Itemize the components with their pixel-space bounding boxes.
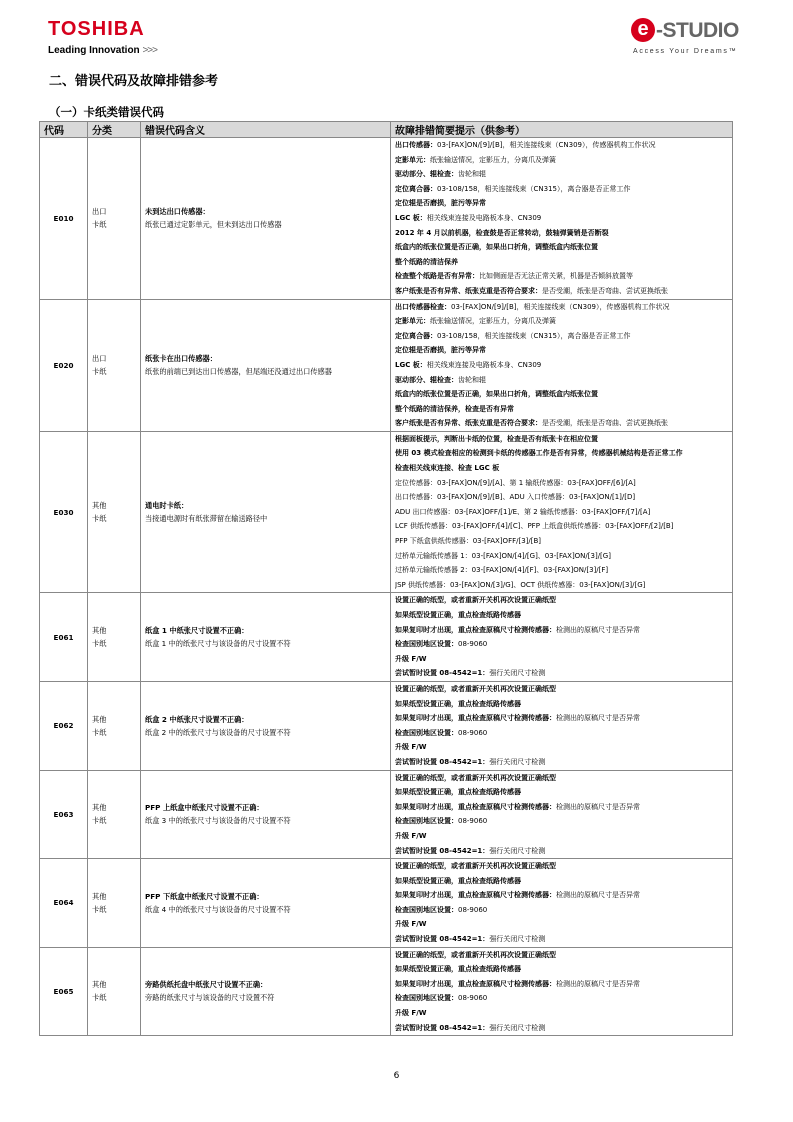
tip-bold: 如果复印时才出现，重点检查原稿尺寸检测传感器： bbox=[395, 625, 556, 634]
category-cell bbox=[88, 681, 141, 770]
error-code: E010 bbox=[40, 138, 88, 300]
tip-text: ADU 出口传感器：03-[FAX]OFF/[1]/E、第 2 输纸传感器：03-[FAX]OFF/[7]/[A] bbox=[395, 507, 651, 516]
error-code: E061 bbox=[40, 593, 88, 682]
category-line: 卡纸 bbox=[92, 816, 107, 826]
tip-bold: 尝试暂时设置 08-4542=1： bbox=[395, 935, 490, 944]
tip-line bbox=[395, 461, 728, 476]
meaning-desc: 旁路的纸张尺寸与该设备的尺寸设置不符 bbox=[145, 993, 275, 1003]
tip-bold: 驱动部分、辊检查： bbox=[395, 375, 458, 384]
error-code-table bbox=[39, 121, 733, 1036]
page-header bbox=[0, 0, 793, 70]
estudio-slogan: Access Your Dreams™ bbox=[633, 48, 738, 55]
meaning-cell bbox=[141, 431, 391, 593]
tip-text: 相关线束连接及电路板本身、CN309 bbox=[426, 213, 542, 222]
category-cell bbox=[88, 770, 141, 859]
tip-text: 强行关闭尺寸检测 bbox=[489, 935, 546, 944]
tip-line bbox=[395, 549, 728, 564]
tips-cell bbox=[391, 859, 733, 948]
category-line: 卡纸 bbox=[92, 367, 107, 377]
column-header: 分类 bbox=[88, 122, 141, 138]
tip-bold: 尝试暂时设置 08-4542=1： bbox=[395, 846, 490, 855]
meaning-title: 纸盒 1 中纸张尺寸设置不正确： bbox=[145, 626, 249, 636]
category-cell bbox=[88, 138, 141, 300]
tip-line bbox=[395, 771, 728, 786]
tip-text: PFP 下纸盒供纸传感器：03-[FAX]OFF/[3]/[B] bbox=[395, 537, 542, 546]
meaning-title: 通电时卡纸： bbox=[145, 501, 189, 511]
tip-line bbox=[395, 829, 728, 844]
tip-bold: LGC 板： bbox=[395, 213, 427, 222]
category-line: 其他 bbox=[92, 501, 107, 511]
tip-text: 齿轮和辊 bbox=[458, 375, 486, 384]
tip-line bbox=[395, 240, 728, 255]
meaning-cell bbox=[141, 138, 391, 300]
tip-line bbox=[395, 519, 728, 534]
tip-line bbox=[395, 476, 728, 491]
table-row bbox=[40, 770, 733, 859]
tip-line bbox=[395, 138, 728, 153]
tip-line bbox=[395, 740, 728, 755]
tip-text: 检测出的原稿尺寸是否异常 bbox=[556, 714, 640, 723]
tip-line bbox=[395, 977, 728, 992]
tip-line bbox=[395, 534, 728, 549]
tip-line bbox=[395, 563, 728, 578]
tip-line bbox=[395, 343, 728, 358]
tip-line bbox=[395, 903, 728, 918]
tip-text: 08-9060 bbox=[458, 817, 488, 826]
tip-bold: 客户纸张是否有异常、纸张克重是否符合要求： bbox=[395, 419, 542, 428]
category-line: 卡纸 bbox=[92, 727, 107, 737]
category-line: 出口 bbox=[92, 354, 107, 364]
tip-text: 强行关闭尺寸检测 bbox=[489, 1023, 546, 1032]
table-row bbox=[40, 299, 733, 431]
page-number: 6 bbox=[393, 1071, 400, 1081]
tip-line bbox=[395, 888, 728, 903]
meaning-desc: 纸张已通过定影单元，但未到达出口传感器 bbox=[145, 220, 282, 230]
tip-bold: 整个纸路的清洁保养 bbox=[395, 257, 458, 266]
tip-text: 检测出的原稿尺寸是否异常 bbox=[556, 802, 640, 811]
tip-bold: 尝试暂时设置 08-4542=1： bbox=[395, 1023, 490, 1032]
tip-text: 检测出的原稿尺寸是否异常 bbox=[556, 979, 640, 988]
tip-bold: 升级 F/W bbox=[395, 743, 427, 752]
meaning-title: 纸张卡在出口传感器： bbox=[145, 354, 217, 364]
column-header: 错误代码含义 bbox=[141, 122, 391, 138]
table-row bbox=[40, 947, 733, 1036]
category-line: 其他 bbox=[92, 980, 107, 990]
tip-bold: 根据面板提示，判断出卡纸的位置，检查是否有纸张卡在相应位置 bbox=[395, 434, 598, 443]
tip-line bbox=[395, 373, 728, 388]
meaning-title: 纸盒 2 中纸张尺寸设置不正确： bbox=[145, 714, 249, 724]
error-code: E020 bbox=[40, 299, 88, 431]
error-code: E063 bbox=[40, 770, 88, 859]
error-code: E062 bbox=[40, 681, 88, 770]
tip-line bbox=[395, 666, 728, 681]
tip-bold: 检查国别地区设置： bbox=[395, 994, 458, 1003]
tip-line bbox=[395, 682, 728, 697]
tip-bold: 升级 F/W bbox=[395, 920, 427, 929]
tip-line bbox=[395, 874, 728, 889]
tip-bold: 检查国别地区设置： bbox=[395, 640, 458, 649]
column-header: 代码 bbox=[40, 122, 88, 138]
table-row bbox=[40, 681, 733, 770]
tip-line bbox=[395, 226, 728, 241]
tip-line bbox=[395, 196, 728, 211]
tip-line bbox=[395, 402, 728, 417]
category-cell bbox=[88, 947, 141, 1036]
tip-text: 03-108/158，相关连接线束（CN315），离合器是否正常工作 bbox=[437, 331, 631, 340]
tip-line bbox=[395, 284, 728, 299]
meaning-desc: 当接通电源时有纸张滞留在输送路径中 bbox=[145, 514, 268, 524]
tip-bold: 检查国别地区设置： bbox=[395, 817, 458, 826]
meaning-desc: 纸张的前端已到达出口传感器，但尾端还没通过出口传感器 bbox=[145, 367, 332, 377]
tip-text: 比如侧面是否无法正常关紧，机器是否倾斜放置等 bbox=[479, 272, 633, 281]
category-line: 其他 bbox=[92, 803, 107, 813]
table-row bbox=[40, 593, 733, 682]
tip-line bbox=[395, 446, 728, 461]
tip-text: 相关线束连接及电路板本身、CN309 bbox=[426, 360, 542, 369]
tip-bold: 设置正确的纸型，或者重新开关机再次设置正确纸型 bbox=[395, 950, 556, 959]
meaning-desc: 纸盒 1 中的纸张尺寸与该设备的尺寸设置不符 bbox=[145, 639, 291, 649]
tip-text: 过桥单元输纸传感器 1：03-[FAX]ON/[4]/[G]、03-[FAX]ON/[3]/[G] bbox=[395, 551, 611, 560]
category-cell bbox=[88, 431, 141, 593]
tip-bold: 定位辊是否磨损，脏污等异常 bbox=[395, 346, 486, 355]
toshiba-logo: TOSHIBA bbox=[48, 18, 145, 40]
tip-line bbox=[395, 697, 728, 712]
tip-line bbox=[395, 608, 728, 623]
tip-bold: 如果纸型设置正确，重点检查纸路传感器 bbox=[395, 876, 521, 885]
tip-text: 检测出的原稿尺寸是否异常 bbox=[556, 625, 640, 634]
error-code: E065 bbox=[40, 947, 88, 1036]
tip-line bbox=[395, 623, 728, 638]
tip-line bbox=[395, 153, 728, 168]
tip-line bbox=[395, 726, 728, 741]
tip-bold: 定位辊是否磨损，脏污等异常 bbox=[395, 199, 486, 208]
tip-line bbox=[395, 167, 728, 182]
tip-line bbox=[395, 962, 728, 977]
tip-line bbox=[395, 917, 728, 932]
tips-cell bbox=[391, 138, 733, 300]
tip-bold: 整个纸路的清洁保养，检查是否有异常 bbox=[395, 404, 514, 413]
tip-bold: 如果复印时才出现，重点检查原稿尺寸检测传感器： bbox=[395, 714, 556, 723]
tip-bold: 升级 F/W bbox=[395, 654, 427, 663]
table-row bbox=[40, 431, 733, 593]
tip-text: 03-[FAX]ON/[9]/[B]，相关连接线束（CN309），传感器机构工作状况 bbox=[437, 141, 656, 149]
tip-line bbox=[395, 255, 728, 270]
tip-line bbox=[395, 1021, 728, 1036]
tip-bold: 驱动部分、辊检查： bbox=[395, 170, 458, 179]
error-code: E064 bbox=[40, 859, 88, 948]
tip-line bbox=[395, 211, 728, 226]
tip-line bbox=[395, 300, 728, 315]
tip-text: 强行关闭尺寸检测 bbox=[489, 846, 546, 855]
tip-bold: 纸盒内的纸张位置是否正确，如果出口折角，调整纸盒内纸张位置 bbox=[395, 390, 598, 399]
tip-bold: 检查整个纸路是否有异常： bbox=[395, 272, 479, 281]
category-line: 卡纸 bbox=[92, 904, 107, 914]
category-line: 其他 bbox=[92, 714, 107, 724]
tip-bold: 检查国别地区设置： bbox=[395, 728, 458, 737]
tip-text: 是否受潮，纸张是否弯曲、尝试更换纸张 bbox=[542, 286, 668, 295]
tip-line bbox=[395, 1006, 728, 1021]
tip-text: 强行关闭尺寸检测 bbox=[489, 669, 546, 678]
subsection-title: （一）卡纸类错误代码 bbox=[49, 105, 164, 119]
tip-bold: 出口传感器： bbox=[395, 141, 437, 149]
category-cell bbox=[88, 593, 141, 682]
tip-text: 齿轮和辊 bbox=[458, 170, 486, 179]
tip-line bbox=[395, 844, 728, 859]
category-line: 卡纸 bbox=[92, 993, 107, 1003]
tip-text: 强行关闭尺寸检测 bbox=[489, 757, 546, 766]
meaning-title: 未到达出口传感器： bbox=[145, 207, 210, 217]
tip-line bbox=[395, 358, 728, 373]
category-line: 其他 bbox=[92, 626, 107, 636]
tips-cell bbox=[391, 299, 733, 431]
tip-bold: 定影单元： bbox=[395, 155, 430, 164]
tip-line bbox=[395, 814, 728, 829]
tip-text: 08-9060 bbox=[458, 640, 488, 649]
tip-bold: 如果复印时才出现，重点检查原稿尺寸检测传感器： bbox=[395, 979, 556, 988]
category-cell bbox=[88, 859, 141, 948]
tip-bold: 如果复印时才出现，重点检查原稿尺寸检测传感器： bbox=[395, 802, 556, 811]
tip-bold: 如果纸型设置正确，重点检查纸路传感器 bbox=[395, 965, 521, 974]
tip-bold: 检查相关线束连接、检查 LGC 板 bbox=[395, 464, 500, 473]
tip-bold: 设置正确的纸型，或者重新开关机再次设置正确纸型 bbox=[395, 684, 556, 693]
meaning-title: 旁路供纸托盘中纸张尺寸设置不正确： bbox=[145, 980, 268, 990]
tip-bold: 定位离合器： bbox=[395, 184, 437, 193]
tip-line bbox=[395, 593, 728, 608]
category-line: 卡纸 bbox=[92, 514, 107, 524]
tip-text: 定位传感器：03-[FAX]ON/[9]/[A]、第 1 输纸传感器：03-[FAX]OFF/[6]/[A] bbox=[395, 478, 636, 487]
error-code: E030 bbox=[40, 431, 88, 593]
tip-text: 检测出的原稿尺寸是否异常 bbox=[556, 891, 640, 900]
tip-text: 纸张输送情况，定影压力，分离爪及弹簧 bbox=[430, 155, 556, 164]
meaning-desc: 纸盒 3 中的纸张尺寸与该设备的尺寸设置不符 bbox=[145, 816, 291, 826]
tip-bold: 设置正确的纸型，或者重新开关机再次设置正确纸型 bbox=[395, 773, 556, 782]
tip-text: 03-[FAX]ON/[9]/[B]，相关连接线束（CN309），传感器机构工作状况 bbox=[451, 302, 670, 311]
meaning-cell bbox=[141, 947, 391, 1036]
tips-cell bbox=[391, 947, 733, 1036]
tip-bold: 2012 年 4 月以前机器，检查鼓是否正常转动，鼓轴弹簧销是否断裂 bbox=[395, 228, 609, 237]
tip-text: 08-9060 bbox=[458, 905, 488, 914]
tip-line bbox=[395, 329, 728, 344]
tips-cell bbox=[391, 770, 733, 859]
tip-bold: 定位离合器： bbox=[395, 331, 437, 340]
tip-bold: 尝试暂时设置 08-4542=1： bbox=[395, 757, 490, 766]
meaning-title: PFP 上纸盒中纸张尺寸设置不正确： bbox=[145, 803, 264, 813]
category-line: 卡纸 bbox=[92, 639, 107, 649]
table-row bbox=[40, 138, 733, 300]
tips-cell bbox=[391, 593, 733, 682]
estudio-logo-text: -STUDIO bbox=[656, 19, 739, 42]
tip-bold: 尝试暂时设置 08-4542=1： bbox=[395, 669, 490, 678]
tip-line bbox=[395, 387, 728, 402]
tip-bold: 升级 F/W bbox=[395, 1009, 427, 1018]
tip-text: 03-108/158，相关连接线束（CN315），离合器是否正常工作 bbox=[437, 184, 631, 193]
tips-cell bbox=[391, 431, 733, 593]
tip-bold: 设置正确的纸型，或者重新开关机再次设置正确纸型 bbox=[395, 596, 556, 605]
tip-bold: 出口传感器检查： bbox=[395, 302, 451, 311]
column-header: 故障排错简要提示（供参考） bbox=[391, 122, 733, 138]
tip-line bbox=[395, 432, 728, 447]
table-body bbox=[40, 138, 733, 1036]
tip-line bbox=[395, 755, 728, 770]
tip-bold: 客户纸张是否有异常、纸张克重是否符合要求： bbox=[395, 286, 542, 295]
tip-text: 纸张输送情况，定影压力，分离爪及弹簧 bbox=[430, 317, 556, 326]
tip-bold: 纸盒内的纸张位置是否正确，如果出口折角，调整纸盒内纸张位置 bbox=[395, 243, 598, 252]
tip-text: 是否受潮，纸张是否弯曲、尝试更换纸张 bbox=[542, 419, 668, 428]
tip-line bbox=[395, 948, 728, 963]
tip-bold: 如果复印时才出现，重点检查原稿尺寸检测传感器： bbox=[395, 891, 556, 900]
tip-line bbox=[395, 505, 728, 520]
tip-line bbox=[395, 578, 728, 593]
meaning-cell bbox=[141, 859, 391, 948]
brand-tagline: Leading Innovation >>> bbox=[48, 45, 157, 56]
tip-line bbox=[395, 182, 728, 197]
tip-text: 过桥单元输纸传感器 2：03-[FAX]ON/[4]/[F]、03-[FAX]ON/[3]/[F] bbox=[395, 566, 609, 575]
tip-bold: 升级 F/W bbox=[395, 831, 427, 840]
tip-line bbox=[395, 314, 728, 329]
tip-bold: 如果纸型设置正确，重点检查纸路传感器 bbox=[395, 699, 521, 708]
meaning-cell bbox=[141, 770, 391, 859]
tip-line bbox=[395, 269, 728, 284]
tip-line bbox=[395, 711, 728, 726]
tip-text: LCF 供纸传感器：03-[FAX]OFF/[4]/[C]、PFP 上纸盒供纸传感器：03-[FAX]OFF/[2]/[B] bbox=[395, 522, 674, 531]
tip-text: 08-9060 bbox=[458, 728, 488, 737]
tip-text: 08-9060 bbox=[458, 994, 488, 1003]
section-title: 二、错误代码及故障排错参考 bbox=[49, 74, 219, 89]
tip-bold: 定影单元： bbox=[395, 317, 430, 326]
tip-bold: 如果纸型设置正确，重点检查纸路传感器 bbox=[395, 788, 521, 797]
tip-text: JSP 供纸传感器：03-[FAX]ON/[3]/G]、OCT 供纸传感器：03-[FAX]ON/[3]/[G] bbox=[395, 580, 646, 589]
tip-bold: 设置正确的纸型，或者重新开关机再次设置正确纸型 bbox=[395, 862, 556, 871]
meaning-cell bbox=[141, 593, 391, 682]
meaning-desc: 纸盒 2 中的纸张尺寸与该设备的尺寸设置不符 bbox=[145, 727, 291, 737]
tip-line bbox=[395, 490, 728, 505]
category-line: 其他 bbox=[92, 891, 107, 901]
tip-bold: 如果纸型设置正确，重点检查纸路传感器 bbox=[395, 611, 521, 619]
tip-bold: 检查国别地区设置： bbox=[395, 905, 458, 914]
meaning-title: PFP 下纸盒中纸张尺寸设置不正确： bbox=[145, 891, 264, 901]
tip-line bbox=[395, 991, 728, 1006]
category-cell bbox=[88, 299, 141, 431]
estudio-logo-mark: e bbox=[631, 18, 655, 42]
meaning-cell bbox=[141, 299, 391, 431]
tip-line bbox=[395, 800, 728, 815]
meaning-desc: 纸盒 4 中的纸张尺寸与该设备的尺寸设置不符 bbox=[145, 904, 291, 914]
tips-cell bbox=[391, 681, 733, 770]
table-header-row bbox=[40, 122, 733, 138]
tip-line bbox=[395, 785, 728, 800]
tip-text: 出口传感器：03-[FAX]ON/[9]/[B]、ADU 入口传感器：03-[FAX]ON/[1]/[D] bbox=[395, 493, 636, 502]
tip-bold: LGC 板： bbox=[395, 360, 427, 369]
tip-line bbox=[395, 859, 728, 874]
tip-line bbox=[395, 932, 728, 947]
tip-bold: 使用 03 模式检查相应的检测到卡纸的传感器工作是否有异常，传感器机械结构是否正常工作 bbox=[395, 449, 683, 458]
meaning-cell bbox=[141, 681, 391, 770]
tip-line bbox=[395, 637, 728, 652]
tip-line bbox=[395, 652, 728, 667]
tip-line bbox=[395, 416, 728, 431]
category-line: 卡纸 bbox=[92, 220, 107, 230]
category-line: 出口 bbox=[92, 207, 107, 217]
table-row bbox=[40, 859, 733, 948]
